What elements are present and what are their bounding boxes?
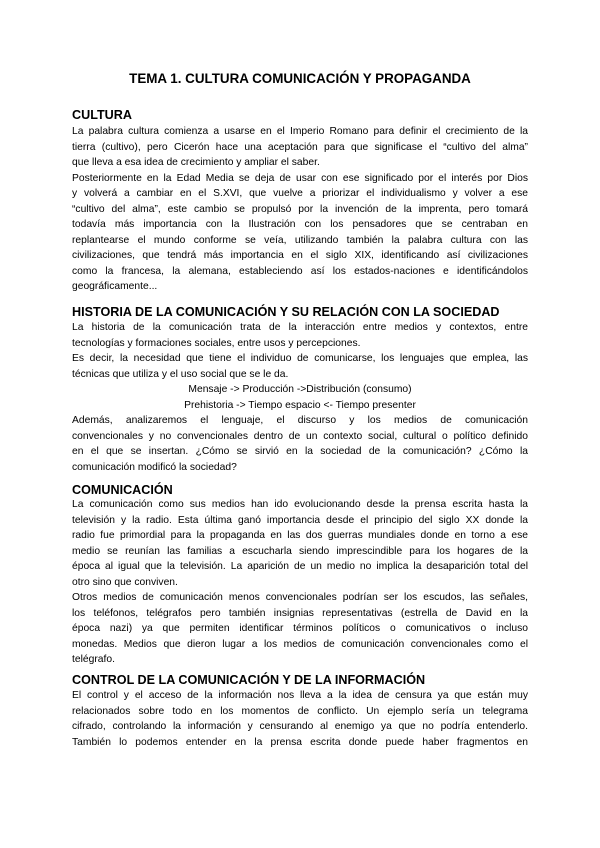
paragraph-line: Prehistoria -> Tiempo espacio <- Tiempo presenter bbox=[184, 399, 416, 411]
section-body-cultura bbox=[72, 124, 528, 295]
section-heading-cultura: CULTURA bbox=[72, 108, 132, 122]
paragraph-line: que lleva a esa idea de crecimiento y ampliar el saber. bbox=[72, 157, 320, 168]
paragraph-line: “cultivo del alma”, este cambio se propulsó por la invención de la imprenta, pero tomará bbox=[72, 203, 528, 215]
section-body-control bbox=[72, 688, 528, 750]
paragraph-line: como la francesa, la alemana, estableciendo así los estados-naciones e identificándolos bbox=[72, 265, 528, 277]
paragraph-line: todavía más importancia con la Ilustración con los pensadores que se centraban en bbox=[72, 219, 528, 230]
section-heading-historia: HISTORIA DE LA COMUNICACIÓN Y SU RELACIÓN CON LA SOCIEDAD bbox=[72, 305, 500, 319]
paragraph-line: telégrafo. bbox=[72, 654, 115, 665]
section-heading-comunicacion: COMUNICACIÓN bbox=[72, 483, 173, 497]
paragraph-line: época al igual que la televisión. La aparición de un medio no implica la desaparición total del bbox=[72, 561, 528, 572]
section-heading-control: CONTROL DE LA COMUNICACIÓN Y DE LA INFORMACIÓN bbox=[72, 673, 426, 687]
paragraph-line: La comunicación como sus medios han ido evolucionando desde la prensa escrita hasta la bbox=[72, 499, 528, 510]
paragraph-line: tierra (cultivo), pero Cicerón hace una aceptación para que significase el “cultivo del alma” bbox=[72, 141, 528, 153]
paragraph-line: los teléfonos, telégrafos pero también insignias representativas (estrella de David en la bbox=[72, 607, 528, 619]
paragraph-line: monedas. Medios que dieron lugar a los medios de comunicación convencionales como el bbox=[72, 638, 528, 650]
paragraph-line: y volverá a cambiar en el S.XVI, que vuelve a priorizar el individualismo y volver a ese bbox=[72, 188, 528, 199]
paragraph-line: La historia de la comunicación trata de la interacción entre medios y contextos, entre bbox=[72, 322, 528, 333]
paragraph-line: También lo podemos entender en la prensa escrita donde puede haber fragmentos en bbox=[72, 736, 528, 748]
paragraph-line: Es decir, la necesidad que tiene el individuo de comunicarse, los lenguajes que emplea, las bbox=[72, 353, 528, 364]
paragraph-line: tecnologías y formaciones sociales, entre usos y percepciones. bbox=[72, 337, 361, 349]
section-body-comunicacion bbox=[72, 497, 528, 668]
paragraph-line: civilizaciones, que tendrá más importancia en el siglo XIX, identificando así civilizaciones bbox=[72, 250, 528, 261]
paragraph-line: cifrado, controlando la información y censurando al enemigo ya que no podría entenderlo. bbox=[72, 721, 528, 732]
paragraph-line: Posteriormente en la Edad Media se deja de usar con ese significado por el interés por Dios bbox=[72, 172, 528, 184]
paragraph-line: Mensaje -> Producción ->Distribución (consumo) bbox=[188, 384, 412, 395]
paragraph-line: El control y el acceso de la información nos lleva a la idea de censura ya que están muy bbox=[72, 690, 528, 701]
paragraph-line: geográficamente... bbox=[72, 281, 158, 292]
paragraph-line: época nazi) ya que permiten identificar términos políticos o comunicativos o incluso bbox=[72, 623, 528, 634]
paragraph-line: relacionados sobre todo en los momentos de conflicto. Un ejemplo sería un telegrama bbox=[72, 705, 528, 717]
paragraph-line: replantearse el mundo conforme se veía, utilizando también la palabra cultura con las bbox=[72, 234, 528, 246]
paragraph-line: Además, analizaremos el lenguaje, el discurso y los medios de comunicación bbox=[72, 415, 528, 426]
paragraph-line: convencionales y no convencionales dentro de un contexto social, cultural o político definido bbox=[72, 430, 528, 442]
paragraph-line: radio fue primordial para la propaganda en las dos guerras mundiales donde en torno a ese bbox=[72, 530, 528, 541]
paragraph-line: técnicas que utiliza y el uso social que se le da. bbox=[72, 368, 289, 380]
paragraph-line: televisión y la radio. Esta última ganó importancia desde el principio del siglo XX donde la bbox=[72, 514, 528, 526]
paragraph-line: medio se reunían las familias a escucharla siendo imprescindible para los hogares de la bbox=[72, 545, 528, 557]
paragraph-line: comunicación modificó la sociedad? bbox=[72, 461, 237, 473]
section-body-historia bbox=[72, 320, 528, 475]
paragraph-line: en el que se insertan. ¿Cómo se sirvió en la sociedad de la comunicación? ¿Cómo la bbox=[72, 446, 528, 457]
document-title: TEMA 1. CULTURA COMUNICACIÓN Y PROPAGANDA bbox=[129, 71, 471, 86]
paragraph-line: otro sino que conviven. bbox=[72, 576, 178, 588]
paragraph-line: Otros medios de comunicación menos convencionales podrían ser los escudos, las señales, bbox=[72, 592, 528, 603]
paragraph-line: La palabra cultura comienza a usarse en el Imperio Romano para definir el crecimiento de la bbox=[72, 126, 528, 137]
